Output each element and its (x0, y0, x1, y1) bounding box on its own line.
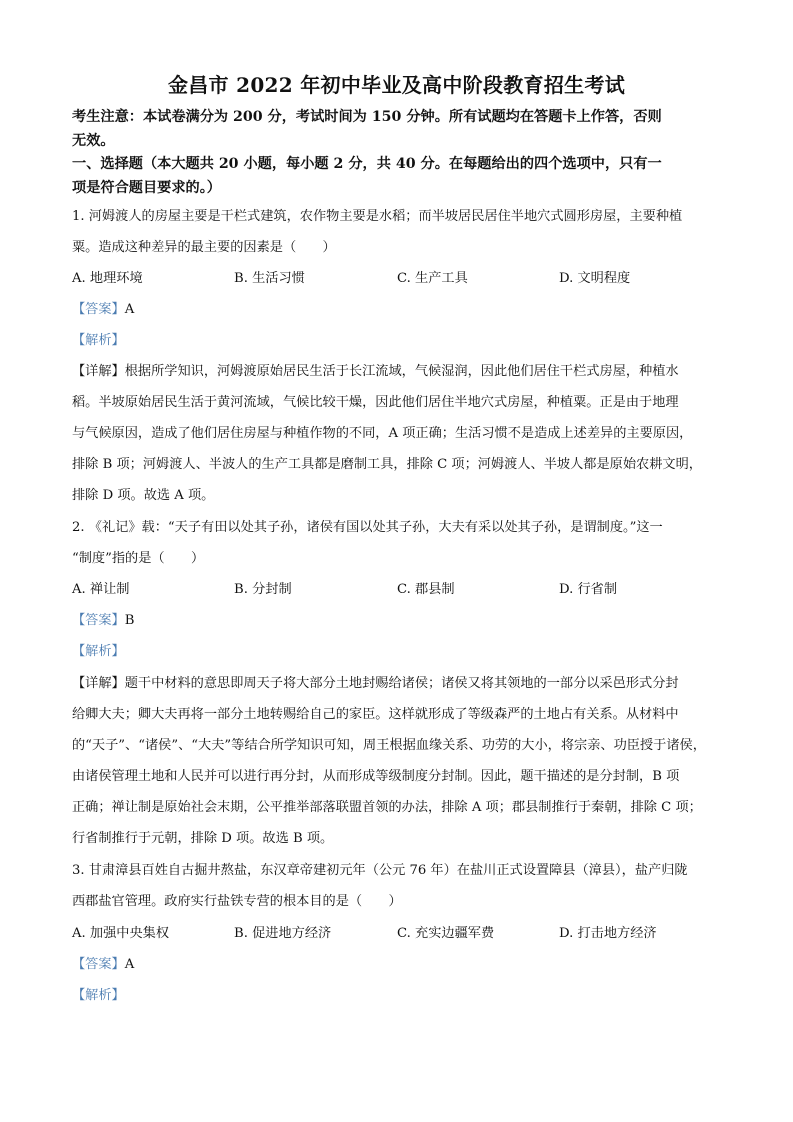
detail-line: 与气候原因，造成了他们居住房屋与种植作物的不同，A 项正确；生活习惯不是造成上述差异的主要原因， (72, 426, 693, 441)
detail-label: 【详解】 (72, 364, 125, 379)
option-c: C. 充实边疆军费 (397, 926, 495, 941)
option-b: B. 生活习惯 (234, 271, 305, 286)
detail-line: 给卿大夫；卿大夫再将一部分土地转赐给自己的家臣。这样就形成了等级森严的土地占有关系。从材料中 (72, 707, 679, 722)
exam-notice-line-2: 无效。 (72, 133, 115, 149)
option-a: A. 禅让制 (72, 582, 130, 597)
question-stem-line: 2. 《礼记》载：“天子有田以处其子孙，诸侯有国以处其子孙，大夫有采以处其子孙，是谓制度。”这一 (72, 520, 663, 535)
option-d: D. 行省制 (559, 582, 618, 597)
detail-line: 行省制推行于元朝，排除 D 项。故选 B 项。 (72, 831, 334, 846)
detail-line: 由诸侯管理土地和人民并可以进行再分封，从而形成等级制度分封制。因此，题干描述的是分封制，B 项 (72, 769, 680, 784)
detail-line (72, 362, 724, 382)
answer-value: A (124, 302, 135, 317)
detail-text: 题干中材料的意思即周天子将大部分土地封赐给诸侯；诸侯又将其领地的一部分以采邑形式分封 (124, 676, 679, 691)
section-header-line-1: 一、选择题（本大题共 20 小题，每小题 2 分，共 40 分。在每题给出的四个选项中，只有一 (72, 156, 662, 172)
option-c: C. 生产工具 (397, 271, 468, 286)
option-a: A. 地理环境 (72, 271, 143, 286)
answer-value: A (124, 957, 135, 972)
question-stem-line: 粟。造成这种差异的最主要的因素是（ ） (72, 240, 336, 255)
analysis-label: 【解析】 (72, 988, 125, 1003)
section-header-line-2: 项是符合题目要求的。） (72, 180, 221, 196)
question-stem-line: 3. 甘肃漳县百姓自古掘井熬盐，东汉章帝建初元年（公元 76 年）在盐川正式设置障县（漳县），盐产归陇 (72, 863, 688, 878)
analysis-row (72, 642, 724, 662)
answer-label: 【答案】 (72, 302, 125, 317)
exam-title: 金昌市 2022 年初中毕业及高中阶段教育招生考试 (167, 73, 626, 97)
option-b: B. 分封制 (234, 582, 292, 597)
option-d: D. 打击地方经济 (559, 926, 657, 941)
question-stem-line: 1. 河姆渡人的房屋主要是干栏式建筑，农作物主要是水稻；而半坡居民居住半地穴式圆形房屋，主要种植 (72, 209, 683, 224)
detail-line: 的“天子”、“诸侯”、“大夫”等结合所学知识可知，周王根据血缘关系、功劳的大小，将宗亲、功臣授于诸侯， (72, 738, 706, 753)
option-d: D. 文明程度 (559, 271, 631, 286)
detail-line: 正确；禅让制是原始社会末期，公平推举部落联盟首领的办法，排除 A 项；郡县制推行于秦朝，排除 C 项； (72, 800, 702, 815)
detail-label: 【详解】 (72, 676, 125, 691)
option-b: B. 促进地方经济 (234, 926, 332, 941)
analysis-label: 【解析】 (72, 333, 125, 348)
answer-label: 【答案】 (72, 613, 125, 628)
question-stem-line: “制度”指的是（ ） (72, 551, 205, 566)
detail-line: 稻。半坡原始居民生活于黄河流域，气候比较干燥，因此他们居住半地穴式房屋，种植粟。正是由于地理 (72, 395, 679, 410)
answer-row (72, 955, 724, 975)
detail-line: 排除 D 项。故选 A 项。 (72, 488, 215, 503)
analysis-row (72, 331, 724, 351)
analysis-label: 【解析】 (72, 644, 125, 659)
answer-label: 【答案】 (72, 957, 125, 972)
exam-notice-line-1: 考生注意：本试卷满分为 200 分，考试时间为 150 分钟。所有试题均在答题卡上作答，否则 (72, 109, 662, 125)
option-a: A. 加强中央集权 (72, 926, 170, 941)
question-stem-line: 西郡盐官管理。政府实行盐铁专营的根本目的是（ ） (72, 894, 402, 909)
analysis-row (72, 986, 724, 1006)
answer-row (72, 611, 724, 631)
option-c: C. 郡县制 (397, 582, 455, 597)
answer-row (72, 300, 724, 320)
detail-line: 排除 B 项；河姆渡人、半波人的生产工具都是磨制工具，排除 C 项；河姆渡人、半坡人都是原始农耕文明， (72, 457, 702, 472)
detail-line (72, 674, 724, 694)
detail-text: 根据所学知识，河姆渡原始居民生活于长江流域，气候湿润，因此他们居住干栏式房屋，种植水 (124, 364, 679, 379)
answer-value: B (124, 613, 135, 628)
